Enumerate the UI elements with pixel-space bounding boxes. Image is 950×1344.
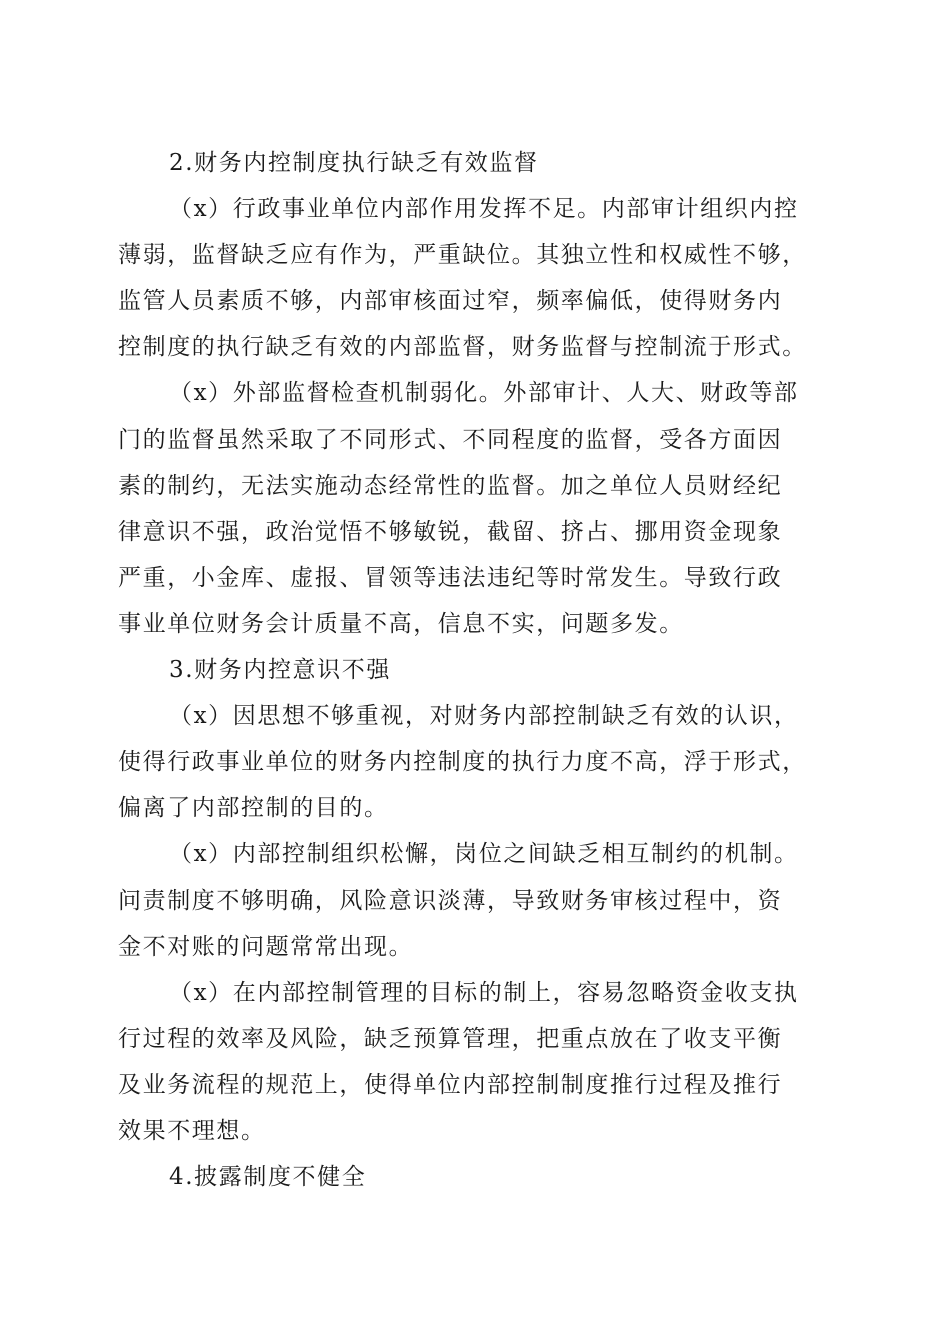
paragraph-line: 金不对账的问题常常出现。 bbox=[118, 933, 414, 960]
paragraph-line: 行过程的效率及风险，缺乏预算管理，把重点放在了收支平衡 bbox=[118, 1025, 783, 1052]
section-heading-3: 3.财务内控意识不强 bbox=[169, 657, 391, 684]
paragraph-line: 门的监督虽然采取了不同形式、不同程度的监督，受各方面因 bbox=[118, 426, 783, 453]
paragraph-line: 效果不理想。 bbox=[118, 1117, 266, 1144]
paragraph-external-supervision bbox=[118, 370, 838, 647]
document-body bbox=[118, 140, 838, 1200]
paragraph-line: 严重，小金库、虚报、冒领等违法违纪等时常发生。导致行政 bbox=[118, 564, 783, 591]
paragraph-line: （x）行政事业单位内部作用发挥不足。内部审计组织内控 bbox=[169, 196, 799, 223]
paragraph-internal-supervision bbox=[118, 186, 838, 370]
paragraph-line: 使得行政事业单位的财务内控制度的执行力度不高，浮于形式， bbox=[118, 749, 807, 776]
paragraph-line: 素的制约，无法实施动态经常性的监督。加之单位人员财经纪 bbox=[118, 472, 783, 499]
paragraph-line: （x）内部控制组织松懈，岗位之间缺乏相互制约的机制。 bbox=[169, 841, 799, 868]
paragraph-line: 监管人员素质不够，内部审核面过窄，频率偏低，使得财务内 bbox=[118, 288, 783, 315]
paragraph-management-goals bbox=[118, 970, 838, 1154]
paragraph-organization bbox=[118, 831, 838, 969]
paragraph-line: 偏离了内部控制的目的。 bbox=[118, 795, 389, 822]
section-heading-2: 2.财务内控制度执行缺乏有效监督 bbox=[169, 150, 539, 176]
section-heading-4: 4.披露制度不健全 bbox=[169, 1164, 367, 1191]
paragraph-line: （x）外部监督检查机制弱化。外部审计、人大、财政等部 bbox=[169, 380, 799, 407]
paragraph-line: 控制度的执行缺乏有效的内部监督，财务监督与控制流于形式。 bbox=[118, 334, 807, 361]
paragraph-line: （x）在内部控制管理的目标的制上，容易忽略资金收支执 bbox=[169, 979, 799, 1006]
paragraph-line: 事业单位财务会计质量不高，信息不实，问题多发。 bbox=[118, 610, 684, 637]
paragraph-line: （x）因思想不够重视，对财务内部控制缺乏有效的认识， bbox=[169, 703, 799, 730]
paragraph-line: 薄弱，监督缺乏应有作为，严重缺位。其独立性和权威性不够， bbox=[118, 242, 807, 269]
paragraph-line: 律意识不强，政治觉悟不够敏锐，截留、挤占、挪用资金现象 bbox=[118, 518, 783, 545]
paragraph-line: 及业务流程的规范上，使得单位内部控制制度推行过程及推行 bbox=[118, 1071, 783, 1098]
paragraph-awareness bbox=[118, 693, 838, 831]
paragraph-line: 问责制度不够明确，风险意识淡薄，导致财务审核过程中，资 bbox=[118, 887, 783, 914]
